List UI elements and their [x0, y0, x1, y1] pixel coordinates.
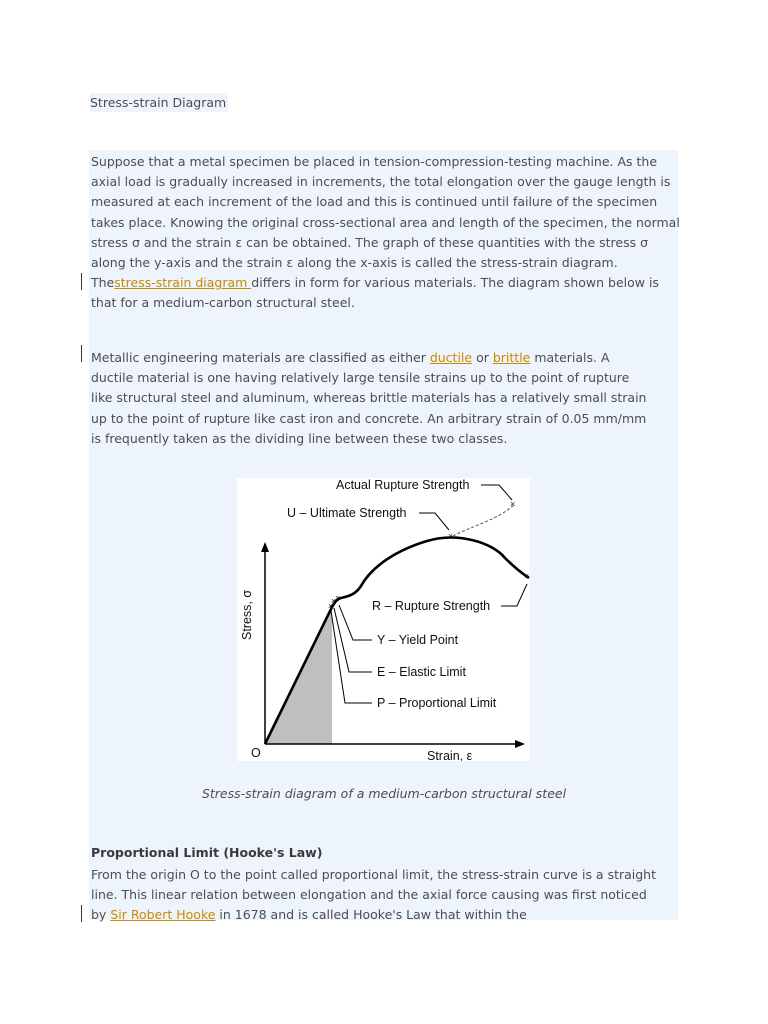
- marker-actual: ×: [510, 499, 516, 509]
- paragraph-intro: [91, 152, 681, 314]
- actual-rupture-dashed-curve: [453, 505, 514, 536]
- label-rupture: R – Rupture Strength: [372, 599, 491, 613]
- paragraph-text: or: [472, 350, 493, 365]
- paragraph-text: From the origin O to the point called proportional limit, the stress-strain curve is a straight line. This linear relation between elongation and the axial force causing was first noticed by: [91, 867, 657, 923]
- sir-robert-hooke-link[interactable]: Sir Robert Hooke: [110, 907, 216, 923]
- label-ultimate: U – Ultimate Strength: [287, 506, 407, 520]
- leader-actual-rupture: [481, 485, 512, 500]
- label-proportional: P – Proportional Limit: [377, 696, 497, 710]
- leader-rupture: [501, 584, 527, 606]
- text-cursor: [81, 273, 82, 290]
- document-title: Stress-strain Diagram: [90, 95, 227, 110]
- ductile-link[interactable]: ductile: [429, 350, 473, 365]
- figure-caption: Stress-strain diagram of a medium-carbon structural steel: [201, 786, 567, 801]
- label-elastic: E – Elastic Limit: [377, 665, 466, 679]
- x-axis-arrow: [515, 740, 525, 748]
- text-cursor: [81, 905, 82, 922]
- section-heading: Proportional Limit (Hooke's Law): [91, 845, 323, 860]
- leader-yield: [339, 605, 372, 640]
- axis-x-label: Strain, ε: [427, 749, 473, 761]
- stress-strain-diagram: [237, 478, 530, 761]
- axis-y-label: Stress, σ: [240, 589, 254, 640]
- origin-label: O: [251, 746, 261, 760]
- leader-proportional: [331, 611, 372, 703]
- paragraph-text: materials. A ductile material is one having relatively large tensile strains up to the point of rupture like structural steel and aluminum, whereas brittle materials has a relatively small strain up to the point of rupture like cast iron and concrete. An arbitrary strain of 0.05 mm/mm is frequently taken as the dividing line between these two classes.: [91, 350, 647, 446]
- label-actual-rupture: Actual Rupture Strength: [336, 478, 470, 492]
- text-cursor: [81, 345, 82, 362]
- marker-r: ×: [524, 571, 530, 581]
- marker-p: ×: [328, 601, 334, 611]
- paragraph-text: Suppose that a metal specimen be placed in tension-compression-testing machine. As the axial load is gradually increased in increments, the total elongation over the gauge length is measured at each increment of the load and this is continued until failure of the specimen takes place. Knowing the original cross-sectional area and length of the specimen, the normal stress σ and the strain ε can be obtained. The graph of these quantities with the stress σ along the y-axis and the strain ε along the x-axis is called the stress-strain diagram. The: [91, 154, 680, 291]
- marker-u: ×: [448, 531, 454, 541]
- paragraph-text: Metallic engineering materials are classified as either: [91, 350, 430, 365]
- paragraph-materials: [91, 348, 651, 449]
- marker-y: ×: [335, 593, 341, 603]
- stress-strain-figure: [237, 478, 530, 761]
- label-yield: Y – Yield Point: [377, 633, 459, 647]
- stress-strain-diagram-link[interactable]: stress-strain diagram: [114, 275, 252, 291]
- marker-e: ×: [331, 596, 337, 606]
- y-axis-arrow: [261, 542, 269, 552]
- paragraph-proportional-limit: [91, 865, 661, 926]
- leader-ultimate: [419, 513, 449, 530]
- paragraph-text: in 1678 and is called Hooke's Law that within the: [215, 907, 527, 923]
- paragraph-text: differs in form for various materials. The diagram shown below is that for a medium-carbon structural steel.: [91, 275, 659, 311]
- brittle-link[interactable]: brittle: [492, 350, 531, 365]
